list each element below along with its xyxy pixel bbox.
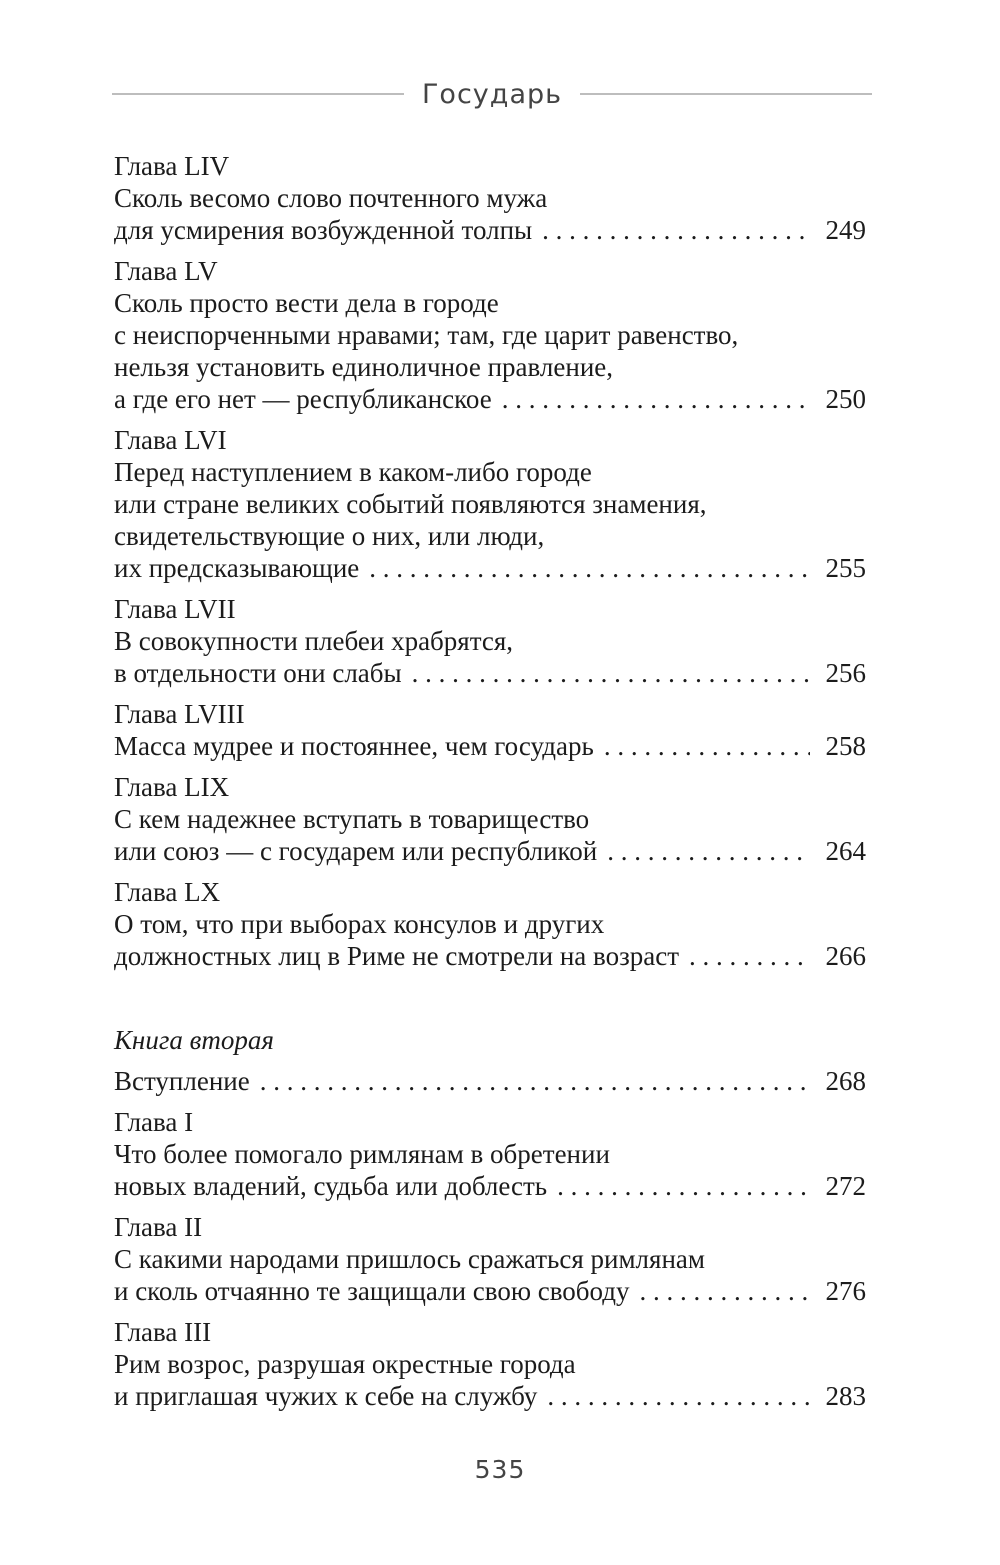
- toc-entry: [114, 424, 866, 584]
- chapter-title-line: или союз — с государем или республикой: [114, 836, 598, 866]
- page-number: 535: [474, 1455, 526, 1484]
- page-ref: 283: [825, 1381, 866, 1411]
- chapter-label: Глава LX: [114, 877, 221, 907]
- chapter-title-line: их предсказывающие: [114, 553, 360, 583]
- entry-last-line: [114, 214, 866, 246]
- book2-entries: [114, 1065, 866, 1412]
- table-of-contents: [114, 150, 866, 1421]
- toc-entry: [114, 1211, 866, 1307]
- toc-entry: [114, 876, 866, 972]
- dot-leader: [260, 1065, 810, 1097]
- dot-leader: [547, 1380, 810, 1412]
- running-header: [112, 74, 872, 114]
- chapter-title-line: О том, что при выборах консулов и других: [114, 909, 605, 939]
- chapter-title-line: С какими народами пришлось сражаться римлянам: [114, 1244, 705, 1274]
- chapter-label: Глава LV: [114, 256, 218, 286]
- chapter-title-line: Вступление: [114, 1066, 250, 1096]
- toc-entry: [114, 771, 866, 867]
- book1-entries: [114, 150, 866, 972]
- page-ref: 250: [825, 384, 866, 414]
- dot-leader: [640, 1275, 810, 1307]
- chapter-title-line: свидетельствующие о них, или люди,: [114, 521, 545, 551]
- chapter-title-line: для усмирения возбужденной толпы: [114, 215, 533, 245]
- chapter-label: Глава LVIII: [114, 699, 245, 729]
- dot-leader: [607, 835, 810, 867]
- toc-entry: [114, 1106, 866, 1202]
- entry-last-line: [114, 1380, 866, 1412]
- chapter-title-line: с неиспорченными нравами; там, где царит равенство,: [114, 320, 739, 350]
- chapter-title-line: нельзя установить единоличное правление,: [114, 352, 613, 382]
- toc-entry: [114, 698, 866, 762]
- page-ref: 268: [825, 1066, 866, 1096]
- entry-last-line: [114, 940, 866, 972]
- running-title: Государь: [421, 78, 563, 110]
- chapter-label: Глава LVII: [114, 594, 236, 624]
- dot-leader: [557, 1170, 810, 1202]
- chapter-title-line: новых владений, судьба или доблесть: [114, 1171, 548, 1201]
- chapter-title-line: или стране великих событий появляются знамения,: [114, 489, 707, 519]
- book2-title: Книга вторая: [114, 1025, 274, 1055]
- chapter-title-line: В совокупности плебеи храбрятся,: [114, 626, 513, 656]
- entry-last-line: [114, 1170, 866, 1202]
- entry-last-line: [114, 1065, 866, 1097]
- page-ref: 276: [825, 1276, 866, 1306]
- toc-entry: [114, 150, 866, 246]
- dot-leader: [412, 657, 810, 689]
- entry-last-line: [114, 383, 866, 415]
- chapter-label: Глава III: [114, 1317, 212, 1347]
- chapter-title-line: С кем надежнее вступать в товарищество: [114, 804, 590, 834]
- header-rule-right: [580, 93, 872, 95]
- chapter-label: Глава I: [114, 1107, 194, 1137]
- chapter-title-line: Что более помогало римлянам в обретении: [114, 1139, 610, 1169]
- chapter-label: Глава II: [114, 1212, 203, 1242]
- dot-leader: [369, 552, 810, 584]
- toc-entry: [114, 255, 866, 415]
- chapter-title-line: а где его нет — республиканское: [114, 384, 492, 414]
- chapter-title-line: Масса мудрее и постояннее, чем государь: [114, 731, 594, 761]
- chapter-title-line: Рим возрос, разрушая окрестные города: [114, 1349, 576, 1379]
- toc-entry: [114, 1316, 866, 1412]
- entry-last-line: [114, 835, 866, 867]
- dot-leader: [502, 383, 810, 415]
- page-ref: 266: [825, 941, 866, 971]
- chapter-title-line: должностных лиц в Риме не смотрели на возраст: [114, 941, 680, 971]
- dot-leader: [542, 214, 810, 246]
- chapter-title-line: в отдельности они слабы: [114, 658, 402, 688]
- header-rule-left: [112, 93, 404, 95]
- entry-last-line: [114, 730, 866, 762]
- chapter-label: Глава LIV: [114, 151, 230, 181]
- chapter-label: Глава LIX: [114, 772, 230, 802]
- chapter-title-line: Сколь весомо слово почтенного мужа: [114, 183, 548, 213]
- chapter-title-line: и приглашая чужих к себе на службу: [114, 1381, 538, 1411]
- page-ref: 255: [825, 553, 866, 583]
- chapter-title-line: и сколь отчаянно те защищали свою свободу: [114, 1276, 630, 1306]
- page-ref: 272: [825, 1171, 866, 1201]
- chapter-title-line: Перед наступлением в каком-либо городе: [114, 457, 592, 487]
- chapter-title-line: Сколь просто вести дела в городе: [114, 288, 499, 318]
- entry-last-line: [114, 552, 866, 584]
- entry-last-line: [114, 657, 866, 689]
- chapter-label: Глава LVI: [114, 425, 227, 455]
- dot-leader: [604, 730, 810, 762]
- page-ref: 264: [825, 836, 866, 866]
- toc-entry: [114, 1065, 866, 1097]
- page-ref: 256: [825, 658, 866, 688]
- page-ref: 249: [825, 215, 866, 245]
- entry-last-line: [114, 1275, 866, 1307]
- dot-leader: [689, 940, 810, 972]
- page-ref: 258: [825, 731, 866, 761]
- toc-entry: [114, 593, 866, 689]
